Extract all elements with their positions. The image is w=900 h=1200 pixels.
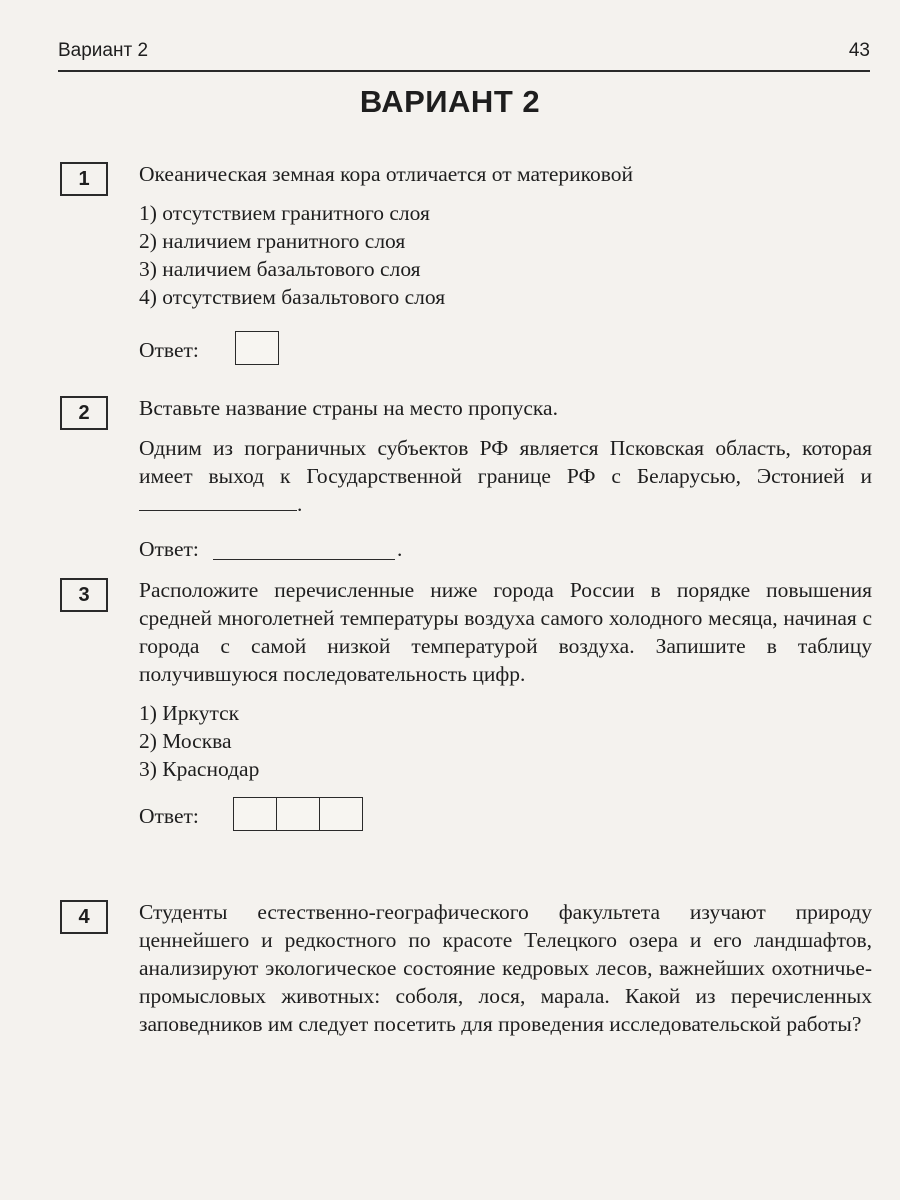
option: 1) отсутствием гранитного слоя bbox=[139, 201, 430, 225]
answer-label: Ответ: bbox=[139, 338, 199, 362]
task-text-content: Одним из пограничных субъектов РФ является Псковская область, которая имеет выход к Государственной границе РФ с Беларусью, Эстонией и bbox=[139, 436, 872, 488]
running-head-variant: Вариант 2 bbox=[58, 40, 149, 61]
running-head bbox=[58, 36, 870, 72]
answer-cell-1[interactable] bbox=[233, 797, 277, 831]
option: 3) наличием базальтового слоя bbox=[139, 257, 421, 281]
option: 1) Иркутск bbox=[139, 701, 240, 725]
answer-cell-3[interactable] bbox=[319, 797, 363, 831]
answer-label: Ответ: bbox=[139, 537, 199, 561]
answer-line[interactable] bbox=[213, 559, 395, 560]
task-body bbox=[139, 394, 872, 566]
task-number-box: 4 bbox=[60, 900, 108, 934]
answer-row bbox=[139, 797, 872, 833]
task-text: Одним из пограничных субъектов РФ является Псковская область, которая имеет выход к Государственной границе РФ с Беларусью, Эстонией и . bbox=[139, 436, 872, 516]
page-number: 43 bbox=[848, 40, 870, 61]
task-question: Студенты естественно-географического факультета изучают природу ценнейшего и редкостного по красоте Телецкого озера и его ландшафтов, анализируют экологическое состояние кедровых лесов, важнейших охотничье-промысловых животных: соболя, лося, марала. Какой из перечисленных заповедников им следует посетить для проведения исследовательской работы? bbox=[139, 900, 872, 1036]
option: 3) Краснодар bbox=[139, 757, 260, 781]
answer-row bbox=[139, 331, 872, 367]
answer-cell-2[interactable] bbox=[276, 797, 320, 831]
option: 4) отсутствием базальтового слоя bbox=[139, 285, 446, 309]
task-body bbox=[139, 898, 872, 1038]
variant-title: ВАРИАНТ 2 bbox=[359, 84, 541, 119]
task-body bbox=[139, 160, 872, 367]
task-number-box: 3 bbox=[60, 578, 108, 612]
option: 2) наличием гранитного слоя bbox=[139, 229, 406, 253]
task-number-box: 2 bbox=[60, 396, 108, 430]
task-question: Океаническая земная кора отличается от материковой bbox=[139, 162, 634, 186]
answer-label: Ответ: bbox=[139, 804, 199, 828]
task-question: Расположите перечисленные ниже города России в порядке повышения средней многолетней температуры воздуха самого холодного месяца, начиная с города с самой низкой температурой воздуха. Запишите в таблицу получившуюся последовательность цифр. bbox=[139, 578, 872, 686]
task-body bbox=[139, 576, 872, 833]
inline-blank[interactable] bbox=[139, 490, 297, 511]
task-question: Вставьте название страны на место пропуска. bbox=[139, 396, 558, 420]
options-list bbox=[139, 199, 872, 311]
option: 2) Москва bbox=[139, 729, 232, 753]
options-list bbox=[139, 699, 872, 783]
answer-box[interactable] bbox=[235, 331, 279, 365]
answer-row: Ответ: . bbox=[139, 537, 403, 561]
task-number-box: 1 bbox=[60, 162, 108, 196]
